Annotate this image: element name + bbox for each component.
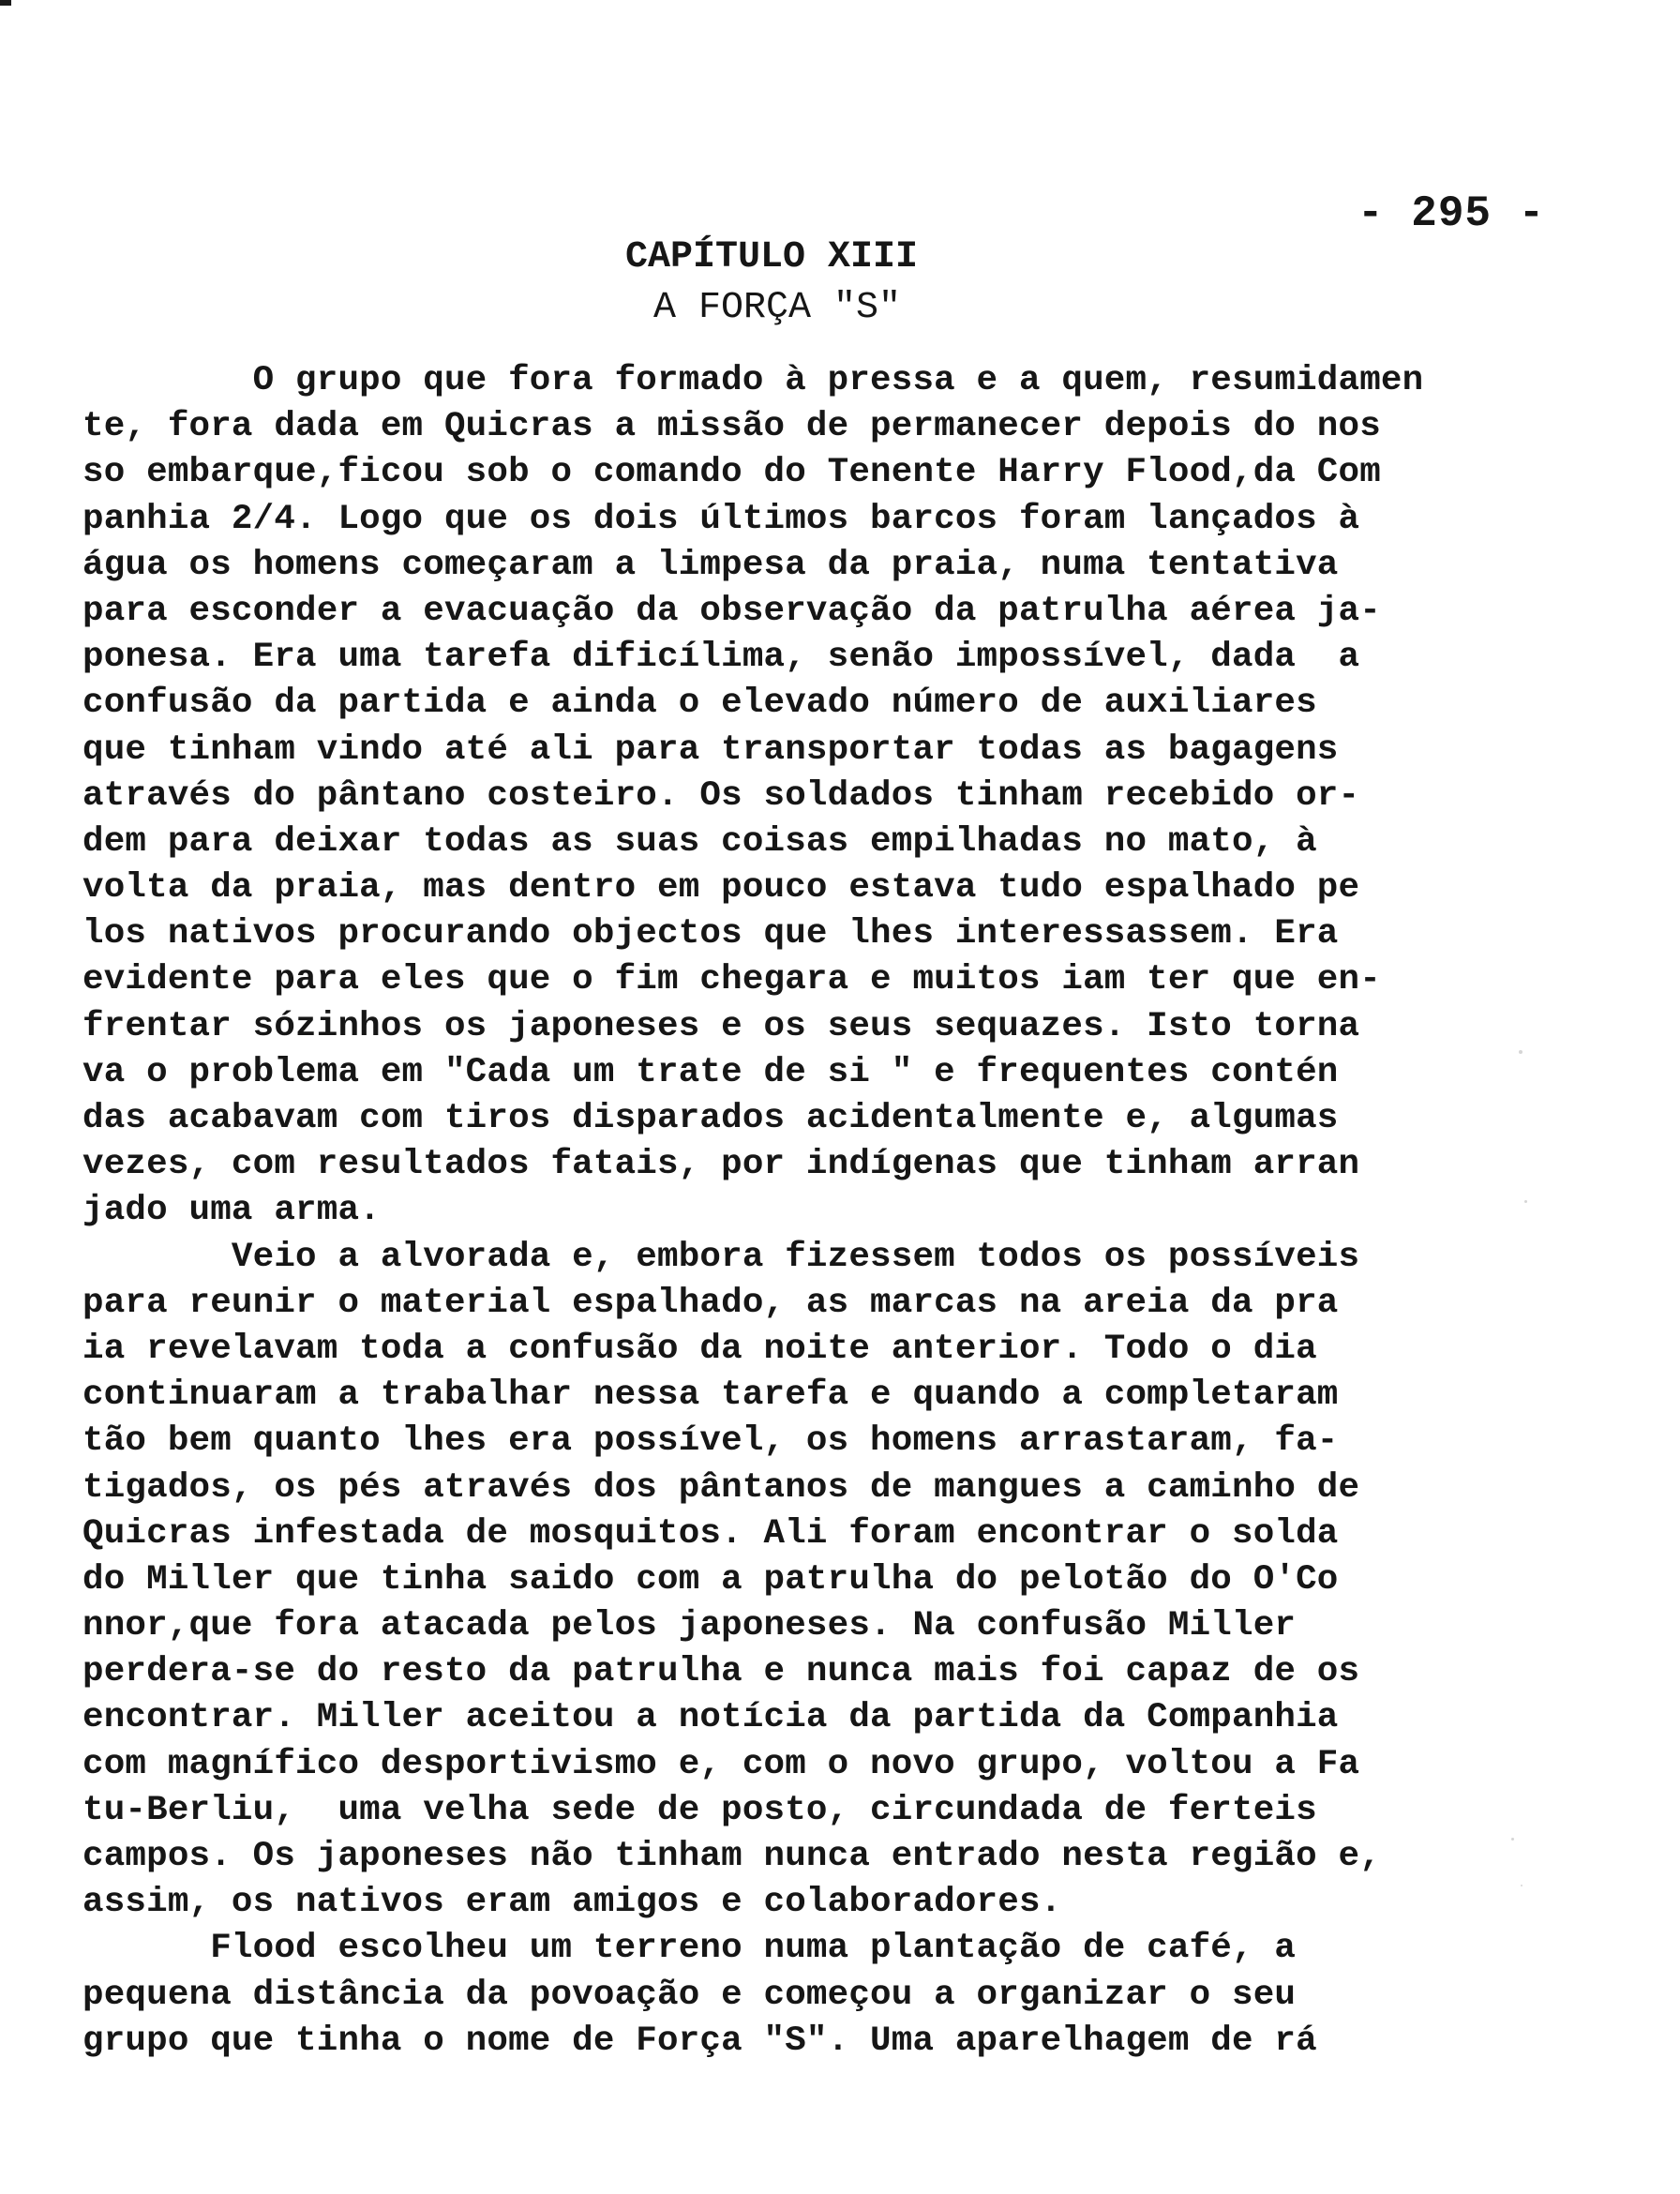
- text-line: através do pântano costeiro. Os soldados tinham recebido or-: [82, 775, 1360, 816]
- page-number: - 295 -: [1358, 189, 1546, 238]
- text-line: dem para deixar todas as suas coisas empilhadas no mato, à: [82, 821, 1317, 862]
- text-line: grupo que tinha o nome de Força "S". Uma aparelhagem de rá: [82, 2021, 1317, 2061]
- text-line: que tinham vindo até ali para transportar todas as bagagens: [82, 729, 1339, 770]
- text-line: vezes, com resultados fatais, por indígenas que tinham arran: [82, 1145, 1360, 1185]
- text-line: perdera-se do resto da patrulha e nunca mais foi capaz de os: [82, 1652, 1360, 1692]
- text-line: assim, os nativos eram amigos e colaboradores.: [82, 1883, 1062, 1923]
- chapter-subtitle: A FORÇA "S": [653, 287, 902, 329]
- text-line: com magnífico desportivismo e, com o novo grupo, voltou a Fa: [82, 1744, 1360, 1784]
- text-line: para esconder a evacuação da observação da patrulha aérea ja-: [82, 591, 1381, 631]
- text-line: encontrar. Miller aceitou a notícia da partida da Companhia: [82, 1698, 1339, 1738]
- text-line: jado uma arma.: [82, 1191, 381, 1231]
- text-line: va o problema em "Cada um trate de si " e frequentes contén: [82, 1052, 1339, 1092]
- text-line: O grupo que fora formado à pressa e a quem, resumidamen: [82, 361, 1424, 400]
- text-line: so embarque,ficou sob o comando do Tenente Harry Flood,da Com: [82, 453, 1381, 493]
- text-line: do Miller que tinha saido com a patrulha do pelotão do O'Co: [82, 1559, 1339, 1600]
- text-line: campos. Os japoneses não tinham nunca entrado nesta região e,: [82, 1837, 1381, 1876]
- text-line: tão bem quanto lhes era possível, os homens arrastaram, fa-: [82, 1421, 1339, 1462]
- text-line: Veio a alvorada e, embora fizessem todos os possíveis: [82, 1237, 1360, 1277]
- chapter-title: CAPÍTULO XIII: [625, 236, 919, 278]
- text-line: nnor,que fora atacada pelos japoneses. Na confusão Miller: [82, 1606, 1297, 1646]
- body-text: [82, 358, 1554, 2065]
- text-line: para reunir o material espalhado, as marcas na areia da pra: [82, 1283, 1339, 1323]
- text-line: pequena distância da povoação e começou a organizar o seu: [82, 1975, 1297, 2015]
- text-line: evidente para eles que o fim chegara e muitos iam ter que en-: [82, 960, 1381, 1000]
- text-line: tu-Berliu, uma velha sede de posto, circundada de ferteis: [82, 1790, 1317, 1830]
- text-line: Flood escolheu um terreno numa plantação de café, a: [82, 1929, 1297, 1969]
- text-line: te, fora dada em Quicras a missão de permanecer depois do nos: [82, 407, 1381, 447]
- text-line: confusão da partida e ainda o elevado número de auxiliares: [82, 684, 1317, 724]
- text-line: frentar sózinhos os japoneses e os seus sequazes. Isto torna: [82, 1006, 1360, 1046]
- text-line: água os homens começaram a limpesa da praia, numa tentativa: [82, 545, 1339, 585]
- text-line: das acabavam com tiros disparados acidentalmente e, algumas: [82, 1099, 1339, 1138]
- scan-corner-mark: [0, 0, 11, 6]
- text-line: continuaram a trabalhar nessa tarefa e quando a completaram: [82, 1375, 1339, 1416]
- text-line: los nativos procurando objectos que lhes interessassem. Era: [82, 914, 1339, 954]
- text-line: ia revelavam toda a confusão da noite anterior. Todo o dia: [82, 1329, 1317, 1369]
- text-line: tigados, os pés através dos pântanos de mangues a caminho de: [82, 1467, 1360, 1508]
- text-line: panhia 2/4. Logo que os dois últimos barcos foram lançados à: [82, 499, 1360, 539]
- text-line: Quicras infestada de mosquitos. Ali foram encontrar o solda: [82, 1513, 1339, 1554]
- text-line: volta da praia, mas dentro em pouco estava tudo espalhado pe: [82, 868, 1360, 909]
- text-line: ponesa. Era uma tarefa dificílima, senão impossível, dada a: [82, 638, 1360, 678]
